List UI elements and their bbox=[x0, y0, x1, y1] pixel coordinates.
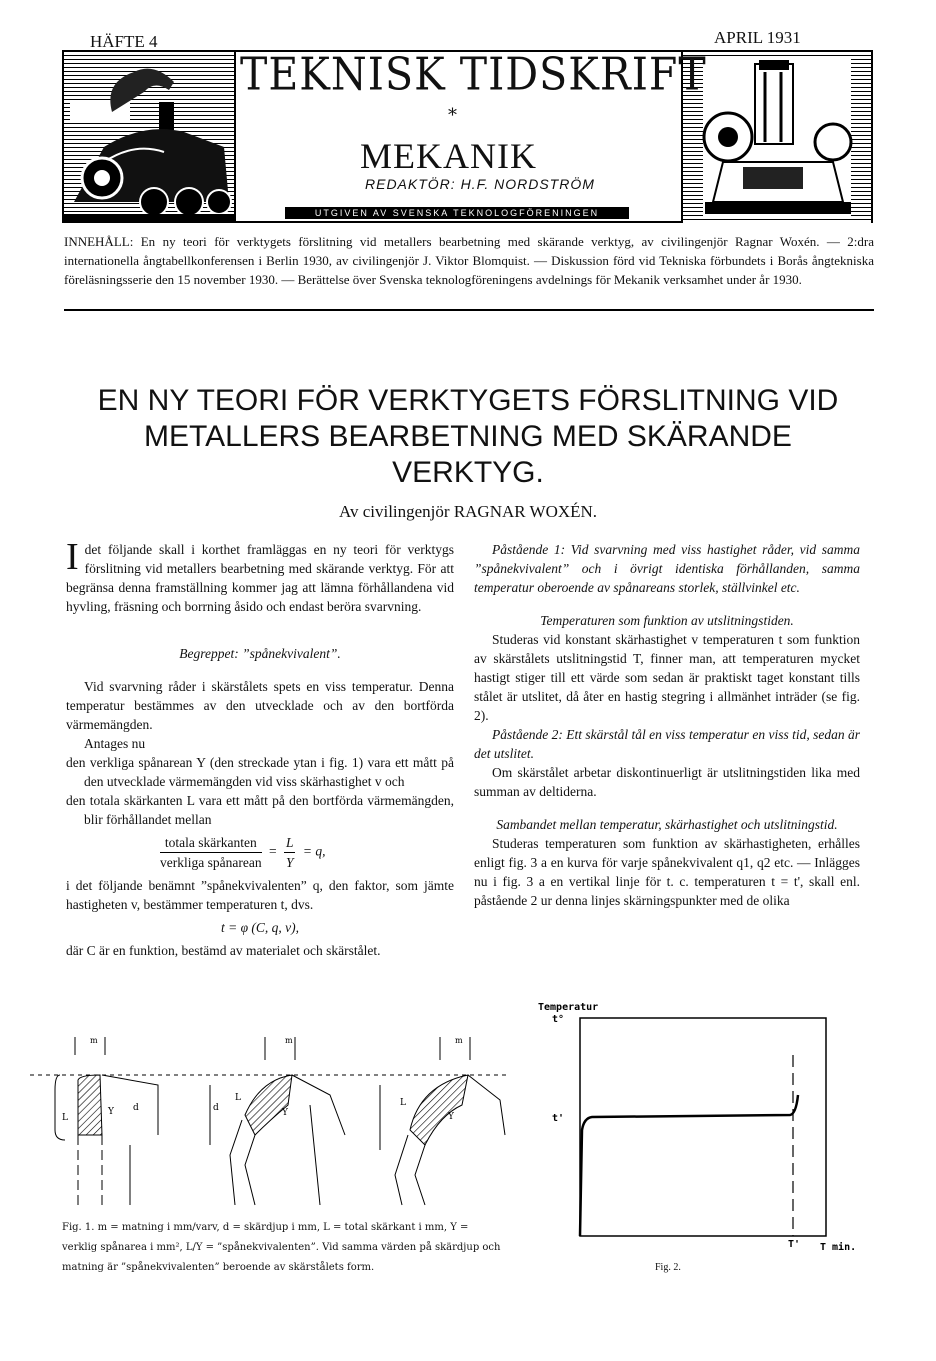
heading-relation: Sambandet mellan temperatur, skärhastighet och utslitningstid. bbox=[496, 817, 838, 832]
label-L: L bbox=[62, 1113, 68, 1123]
claim-2: Påstående 2: Ett skärstål tål en viss temperatur en viss tid, sedan är det utslitet. bbox=[474, 727, 860, 761]
locomotive-illustration bbox=[64, 52, 236, 223]
editor-line: REDAKTÖR: H.F. NORDSTRÖM bbox=[365, 176, 595, 192]
figure-1-cutting-tools bbox=[30, 1035, 510, 1215]
paragraph: Studeras vid konstant skärhastighet v temperaturen t som funktion av skärstålets utslitningstid T, finner man, att temperaturen mycket hastigt stiger till ett värde som sedan är praktiskt taget konstant tills stålet är utslitet, då åter en hastig stegring i allmänhet inträder (se fig. 2). bbox=[474, 632, 860, 723]
formula-equals: = bbox=[268, 843, 277, 859]
divider bbox=[64, 309, 874, 311]
label-L: L bbox=[400, 1098, 406, 1108]
figure-1-caption: Fig. 1. m = matning i mm/varv, d = skärdjup i mm, L = total skärkant i mm, Y = verklig spånarea i mm², L/Y = ”spånekvivalenten”. Vid samma värden på skärdjup och matning är ”spånekvivalenten” beroende av skärstålets form. bbox=[62, 1222, 501, 1273]
list-item: den totala skärkanten L vara ett mått på den bortförda värmemängden, blir förhållandet mellan bbox=[66, 793, 454, 827]
y-axis-unit: t° bbox=[552, 1014, 565, 1025]
paragraph: Vid svarvning råder i skärstålets spets en viss temperatur. Denna temperatur bestämmes av den utvecklade och av den bortförda värmemängden. bbox=[66, 679, 454, 732]
heading-temperature: Temperaturen som funktion av utslitningstiden. bbox=[540, 613, 794, 628]
issue-date: APRIL 1931 bbox=[714, 28, 801, 47]
T-prime-label: T' bbox=[788, 1239, 801, 1250]
label-Y: Y bbox=[108, 1107, 114, 1117]
label-m: m bbox=[285, 1036, 293, 1045]
label-m: m bbox=[455, 1036, 463, 1045]
heading-spanekvivalent: Begreppet: ”spånekvivalent”. bbox=[179, 646, 341, 661]
paragraph: Studeras temperaturen som funktion av skärhastigheten, erhålles enligt fig. 3 a en kurva för varje spånekvivalent q1, q2 etc. — Inlägges nu i fig. 3 a en vertikal linje för t. c. temperaturen t = t', skall enl. påstående 2 ur denna linjes skärningspunkter med de olika bbox=[474, 836, 860, 908]
label-L: L bbox=[235, 1093, 241, 1103]
t-prime-label: t' bbox=[552, 1113, 565, 1124]
locomotive-icon bbox=[64, 52, 234, 223]
paragraph: där C är en funktion, bestämd av materialet och skärstålet. bbox=[66, 943, 381, 958]
plot-frame bbox=[580, 1018, 826, 1236]
issue-number: HÄFTE 4 bbox=[90, 32, 158, 51]
label-d: d bbox=[133, 1103, 139, 1113]
formula-ratio bbox=[156, 833, 454, 872]
list-item: den verkliga spånarean Y (den streckade ytan i fig. 1) vara ett mått på den utvecklade värmemängden vid viss skärhastighet v och bbox=[66, 755, 454, 789]
label-m: m bbox=[90, 1036, 98, 1045]
formula-result: = q, bbox=[302, 843, 326, 859]
tool-1 bbox=[55, 1037, 158, 1205]
claim-1: Påstående 1: Vid svarvning med viss hastighet råder, vid samma ”spånekvivalent” och i övrigt identiska förhållanden, samma temperatur oberoende av spånareans storlek, ställvinkel etc. bbox=[474, 542, 860, 595]
journal-title: TEKNISK TIDSKRIFT bbox=[240, 47, 707, 101]
formula-numerator: totala skärkanten bbox=[160, 833, 262, 853]
label-Y: Y bbox=[282, 1108, 288, 1118]
tool-3 bbox=[380, 1037, 505, 1205]
y-axis-label: Temperatur bbox=[538, 1002, 599, 1013]
left-column bbox=[66, 536, 454, 960]
engine-icon bbox=[683, 52, 871, 223]
drop-cap: I bbox=[66, 536, 79, 578]
tool-2 bbox=[210, 1037, 345, 1205]
figure-2-caption: Fig. 2. bbox=[655, 1262, 681, 1273]
table-of-contents: INNEHÅLL: En ny teori för verktygets förslitning vid metallers bearbetning med skärande verktyg, av civilingenjör Ragnar Woxén. — 2:dra internationella ångtabellkonferensen i Berlin 1930, av civilingenjör J. Viktor Blomquist. — Diskussion förd vid Tekniska förbundets i Borås ångtekniska föreläsningsserie den 15 november 1930. — Berättelse över Svenska teknologföreningens avdelnings för Mekanik verksamhet under år 1930. bbox=[64, 234, 874, 287]
formula-denominator-symbol: Y bbox=[285, 855, 294, 870]
byline: Av civilingenjör RAGNAR WOXÉN. bbox=[338, 502, 598, 521]
x-axis-label: T min. bbox=[820, 1242, 857, 1250]
publisher-banner: UTGIVEN AV SVENSKA TEKNOLOGFÖRENINGEN bbox=[285, 207, 629, 219]
paragraph: i det följande benämnt ”spånekvivalenten” q, den faktor, som jämte hastigheten v, bestämmer temperaturen t, dvs. bbox=[66, 878, 454, 912]
section-title: MEKANIK bbox=[360, 136, 537, 176]
label-d: d bbox=[213, 1103, 219, 1113]
paragraph: Om skärstålet arbetar diskontinuerligt är utslitningstiden lika med summan av deltiderna. bbox=[474, 765, 860, 799]
paragraph: Antages nu bbox=[84, 736, 146, 751]
right-column bbox=[474, 540, 860, 910]
temperature-curve bbox=[580, 1095, 798, 1236]
article-title: EN NY TEORI FÖR VERKTYGETS FÖRSLITNING VID METALLERS BEARBETNING MED SKÄRANDE VERKTYG. bbox=[97, 384, 839, 489]
formula-temperature: t = φ (C, q, v), bbox=[220, 920, 300, 935]
star-ornament: * bbox=[448, 105, 457, 126]
formula-numerator-symbol: L bbox=[284, 833, 296, 853]
formula-denominator: verkliga spånarean bbox=[160, 855, 262, 870]
engine-illustration bbox=[681, 52, 871, 223]
label-Y: Y bbox=[448, 1112, 454, 1122]
intro-paragraph: det följande skall i korthet framläggas en ny teori för verktygs förslitning vid metallers bearbetning med skärande verktyg. För att begränsa denna framställning kommer jag att lämna förhållandena vid hyvling, fräsning och borrning åsido och endast beröra svarvning. bbox=[66, 542, 454, 614]
figure-2-temperature-curve bbox=[530, 1000, 870, 1250]
